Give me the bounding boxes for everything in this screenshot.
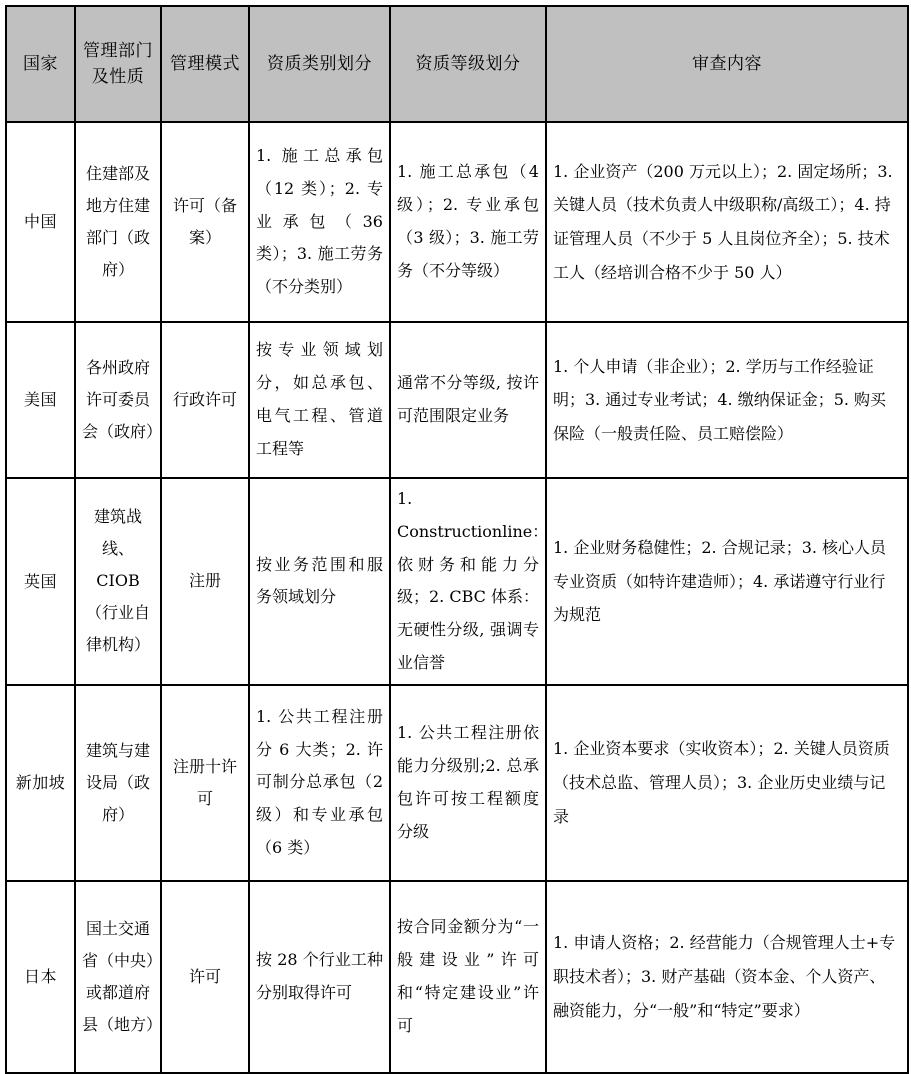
cell-department: 建筑与建设局（政府）: [75, 685, 161, 881]
column-header-department: 管理部门及性质: [75, 6, 161, 122]
cell-review: 1. 企业财务稳健性；2. 合规记录；3. 核心人员专业资质（如特许建造师）；4. 承诺遵守行业行为规范: [546, 478, 908, 685]
cell-review: 1. 企业资本要求（实收资本）；2. 关键人员资质（技术总监、管理人员）；3. 企业历史业绩与记录: [546, 685, 908, 881]
cell-category: 按专业领域划分，如总承包、电气工程、管道工程等: [249, 322, 390, 478]
cell-mode: 注册十许可: [161, 685, 249, 881]
table-body: [6, 122, 908, 1073]
cell-mode: 注册: [161, 478, 249, 685]
cell-country: 日本: [6, 881, 75, 1073]
qualification-comparison-table: [5, 5, 909, 1074]
cell-category: 1. 公共工程注册分 6 大类；2. 许可制分总承包（2 级）和专业承包（6 类）: [249, 685, 390, 881]
cell-review: 1. 个人申请（非企业）；2. 学历与工作经验证明；3. 通过专业考试；4. 缴纳保证金；5. 购买保险（一般责任险、员工赔偿险）: [546, 322, 908, 478]
cell-category: 1. 施工总承包（12 类）；2. 专业承包（36 类）；3. 施工劳务（不分类别）: [249, 122, 390, 322]
table-row: [6, 685, 908, 881]
column-header-category: 资质类别划分: [249, 6, 390, 122]
cell-department: 国土交通省（中央）或都道府县（地方）: [75, 881, 161, 1073]
cell-grade: 按合同金额分为“一般建设业”许可 和“特定建设业”许可: [390, 881, 546, 1073]
cell-grade: 1. 公共工程注册依能力分级别;2. 总承包许可按工程额度分级: [390, 685, 546, 881]
column-header-mode: 管理模式: [161, 6, 249, 122]
cell-grade: 1. Constructionline：依财务和能力分级；2. CBC 体系：无硬性分级, 强调专业信誉: [390, 478, 546, 685]
cell-country: 美国: [6, 322, 75, 478]
table-row: [6, 322, 908, 478]
cell-category: 按 28 个行业工种分别取得许可: [249, 881, 390, 1073]
table-row: [6, 478, 908, 685]
cell-mode: 行政许可: [161, 322, 249, 478]
column-header-country: 国家: [6, 6, 75, 122]
cell-review: 1. 申请人资格；2. 经营能力（合规管理人士+专职技术者）；3. 财产基础（资本金、个人资产、融资能力，分“一般”和“特定”要求）: [546, 881, 908, 1073]
table-header: [6, 6, 908, 122]
cell-grade: 通常不分等级, 按许可范围限定业务: [390, 322, 546, 478]
qualification-comparison-table-container: [5, 5, 907, 1035]
cell-mode: 许可（备案）: [161, 122, 249, 322]
cell-category: 按业务范围和服务领域划分: [249, 478, 390, 685]
cell-grade: 1. 施工总承包（4 级）；2. 专业承包（3 级）；3. 施工劳务（不分等级）: [390, 122, 546, 322]
table-row: [6, 881, 908, 1073]
cell-country: 新加坡: [6, 685, 75, 881]
cell-mode: 许可: [161, 881, 249, 1073]
table-row: [6, 122, 908, 322]
column-header-review: 审查内容: [546, 6, 908, 122]
header-row: [6, 6, 908, 122]
cell-review: 1. 企业资产（200 万元以上）；2. 固定场所；3. 关键人员（技术负责人中级职称/高级工）；4. 持证管理人员（不少于 5 人且岗位齐全）；5. 技术工人（经培训合格不少于 50 人）: [546, 122, 908, 322]
column-header-grade: 资质等级划分: [390, 6, 546, 122]
cell-country: 英国: [6, 478, 75, 685]
cell-department: 建筑战线、CIOB（行业自律机构）: [75, 478, 161, 685]
cell-department: 各州政府许可委员会（政府）: [75, 322, 161, 478]
cell-department: 住建部及地方住建部门（政府）: [75, 122, 161, 322]
cell-country: 中国: [6, 122, 75, 322]
